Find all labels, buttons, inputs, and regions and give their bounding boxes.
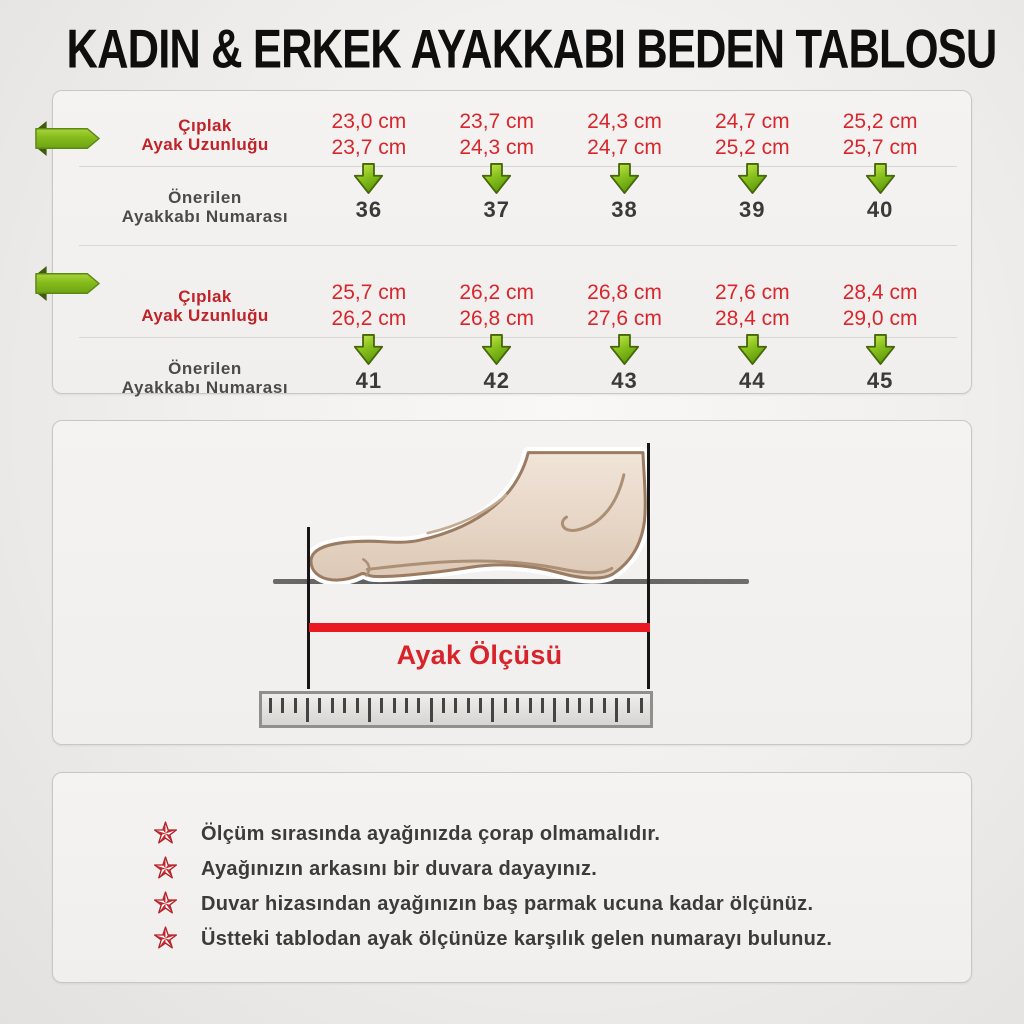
ruler-tick bbox=[467, 698, 470, 713]
measure-label: Ayak Ölçüsü bbox=[396, 640, 563, 670]
ruler-tick bbox=[356, 698, 359, 713]
range-max: 23,7 cm bbox=[331, 136, 407, 159]
arrow-cell bbox=[561, 332, 689, 371]
ruler-tick bbox=[393, 698, 396, 713]
size-table-block bbox=[53, 91, 971, 226]
star-bullet-icon bbox=[153, 925, 178, 950]
instruction-text: Ölçüm sırasında ayağınızda çorap olmamalıdır. bbox=[201, 823, 661, 845]
ribbon-pointer bbox=[34, 116, 102, 161]
ribbon-arrow-icon bbox=[34, 116, 102, 161]
label-line: Ayakkabı Numarası bbox=[121, 378, 289, 397]
label-line: Ayakkabı Numarası bbox=[121, 207, 289, 226]
shoe-size-label bbox=[53, 188, 305, 226]
ruler-tick bbox=[405, 698, 408, 713]
label-line: Önerilen bbox=[168, 188, 242, 207]
arrow-cell bbox=[305, 332, 433, 371]
ruler-tick bbox=[306, 698, 309, 722]
down-arrow-icon bbox=[609, 333, 640, 366]
star-bullet-icon bbox=[153, 855, 178, 880]
foot-length-range bbox=[688, 280, 816, 332]
down-arrow-icon bbox=[481, 333, 512, 366]
arrow-cell bbox=[816, 332, 944, 371]
ruler-tick bbox=[269, 698, 272, 713]
range-min: 25,2 cm bbox=[842, 110, 918, 133]
ruler-tick bbox=[590, 698, 593, 713]
ruler-tick bbox=[566, 698, 569, 713]
foot-illustration bbox=[309, 432, 651, 584]
ruler-tick bbox=[504, 698, 507, 713]
range-max: 28,4 cm bbox=[714, 307, 790, 330]
ruler-tick bbox=[318, 698, 321, 713]
ruler-tick bbox=[529, 698, 532, 713]
range-min: 26,8 cm bbox=[587, 281, 662, 304]
foot-length-range bbox=[305, 109, 433, 161]
ruler-tick bbox=[603, 698, 606, 713]
range-max: 25,7 cm bbox=[842, 136, 918, 159]
size-table-blocks bbox=[53, 91, 971, 397]
down-arrow-icon bbox=[865, 333, 896, 366]
ruler-tick bbox=[491, 698, 494, 722]
down-arrow-icon bbox=[353, 162, 384, 195]
range-min: 24,7 cm bbox=[714, 110, 790, 133]
instruction-item bbox=[153, 922, 941, 957]
down-arrow-icon bbox=[737, 162, 768, 195]
size-table-panel bbox=[52, 90, 972, 397]
shoe-size-value: 45 bbox=[866, 368, 894, 393]
range-min: 24,3 cm bbox=[587, 110, 662, 133]
range-max: 27,6 cm bbox=[587, 307, 662, 330]
ruler-tick bbox=[343, 698, 346, 713]
arrow-cell bbox=[688, 161, 816, 200]
instruction-text: Üstteki tablodan ayak ölçünüze karşılık gelen numarayı bulunuz. bbox=[201, 928, 833, 950]
star-bullet bbox=[153, 820, 181, 850]
down-arrow-icon bbox=[865, 162, 896, 195]
range-min: 23,7 cm bbox=[459, 110, 535, 133]
ruler-tick bbox=[368, 698, 371, 722]
ruler-tick bbox=[615, 698, 618, 722]
arrow-cell bbox=[561, 161, 689, 200]
label-line: Ayak Uzunluğu bbox=[141, 306, 269, 325]
label-line: Çıplak bbox=[178, 116, 232, 135]
instruction-list bbox=[153, 817, 941, 957]
foot-length-range bbox=[561, 109, 689, 161]
ruler bbox=[259, 691, 653, 728]
ruler-tick bbox=[281, 698, 284, 713]
foot-length-range bbox=[561, 280, 689, 332]
shoe-size-value: 40 bbox=[866, 197, 894, 222]
ruler-tick bbox=[331, 698, 334, 713]
down-arrow-icon bbox=[737, 333, 768, 366]
ruler-tick bbox=[479, 698, 482, 713]
range-max: 26,2 cm bbox=[331, 307, 407, 330]
foot-length-range bbox=[305, 280, 433, 332]
range-min: 25,7 cm bbox=[331, 281, 407, 304]
ruler-tick bbox=[454, 698, 457, 713]
ribbon-arrow-icon bbox=[34, 261, 102, 306]
arrow-cell bbox=[433, 332, 561, 371]
ruler-tick bbox=[553, 698, 556, 722]
instruction-text: Duvar hizasından ayağınızın baş parmak ucuna kadar ölçünüz. bbox=[201, 893, 814, 915]
measure-bar bbox=[309, 623, 650, 632]
instruction-item bbox=[153, 817, 941, 852]
ruler-tick bbox=[294, 698, 297, 713]
foot-length-range bbox=[816, 109, 944, 161]
shoe-size-value: 39 bbox=[739, 197, 766, 222]
shoe-size-row bbox=[53, 359, 971, 397]
label-line: Önerilen bbox=[168, 359, 242, 378]
arrow-cell bbox=[433, 161, 561, 200]
size-table-block bbox=[53, 246, 971, 397]
star-bullet bbox=[153, 925, 181, 955]
instructions-panel bbox=[52, 772, 972, 983]
page-title: KADIN & ERKEK AYAKKABI BEDEN TABLOSU bbox=[66, 18, 997, 80]
foot-length-range bbox=[816, 280, 944, 332]
shoe-size-value: 42 bbox=[483, 368, 510, 393]
star-bullet bbox=[153, 855, 181, 885]
foot-length-row bbox=[53, 262, 971, 332]
foot-length-range bbox=[688, 109, 816, 161]
ruler-tick bbox=[627, 698, 630, 713]
instruction-item bbox=[153, 852, 941, 887]
down-arrow-icon bbox=[481, 162, 512, 195]
measurement-diagram-panel bbox=[52, 420, 972, 745]
range-max: 29,0 cm bbox=[842, 307, 918, 330]
shoe-size-value: 44 bbox=[739, 368, 766, 393]
shoe-size-value: 41 bbox=[355, 368, 383, 393]
star-bullet bbox=[153, 890, 181, 920]
instruction-text: Ayağınızın arkasını bir duvara dayayınız. bbox=[201, 858, 598, 880]
shoe-size-label bbox=[53, 359, 305, 397]
down-arrow-icon bbox=[609, 162, 640, 195]
ruler-tick bbox=[541, 698, 544, 713]
arrow-cell bbox=[688, 332, 816, 371]
range-max: 24,3 cm bbox=[459, 136, 535, 159]
foot-length-row bbox=[53, 91, 971, 161]
range-max: 25,2 cm bbox=[714, 136, 790, 159]
ruler-tick bbox=[640, 698, 643, 713]
star-bullet-icon bbox=[153, 890, 178, 915]
ruler-tick bbox=[417, 698, 420, 713]
range-min: 26,2 cm bbox=[459, 281, 535, 304]
down-arrow-icon bbox=[353, 333, 384, 366]
arrow-cell bbox=[816, 161, 944, 200]
ruler-tick bbox=[380, 698, 383, 713]
ruler-tick bbox=[430, 698, 433, 722]
ruler-tick bbox=[578, 698, 581, 713]
ruler-tick bbox=[516, 698, 519, 713]
shoe-size-value: 36 bbox=[355, 197, 383, 222]
range-min: 27,6 cm bbox=[714, 281, 790, 304]
shoe-size-value: 37 bbox=[483, 197, 510, 222]
foot-length-range bbox=[433, 109, 561, 161]
ruler-tick bbox=[442, 698, 445, 713]
arrow-cell bbox=[305, 161, 433, 200]
ribbon-pointer bbox=[34, 261, 102, 306]
instruction-item bbox=[153, 887, 941, 922]
range-min: 23,0 cm bbox=[331, 110, 407, 133]
range-max: 26,8 cm bbox=[459, 307, 535, 330]
label-line: Ayak Uzunluğu bbox=[141, 135, 269, 154]
label-line: Çıplak bbox=[178, 287, 232, 306]
shoe-size-value: 43 bbox=[611, 368, 638, 393]
shoe-size-value: 38 bbox=[611, 197, 638, 222]
range-max: 24,7 cm bbox=[587, 136, 662, 159]
range-min: 28,4 cm bbox=[842, 281, 918, 304]
shoe-size-row bbox=[53, 188, 971, 226]
foot-length-range bbox=[433, 280, 561, 332]
star-bullet-icon bbox=[153, 820, 178, 845]
